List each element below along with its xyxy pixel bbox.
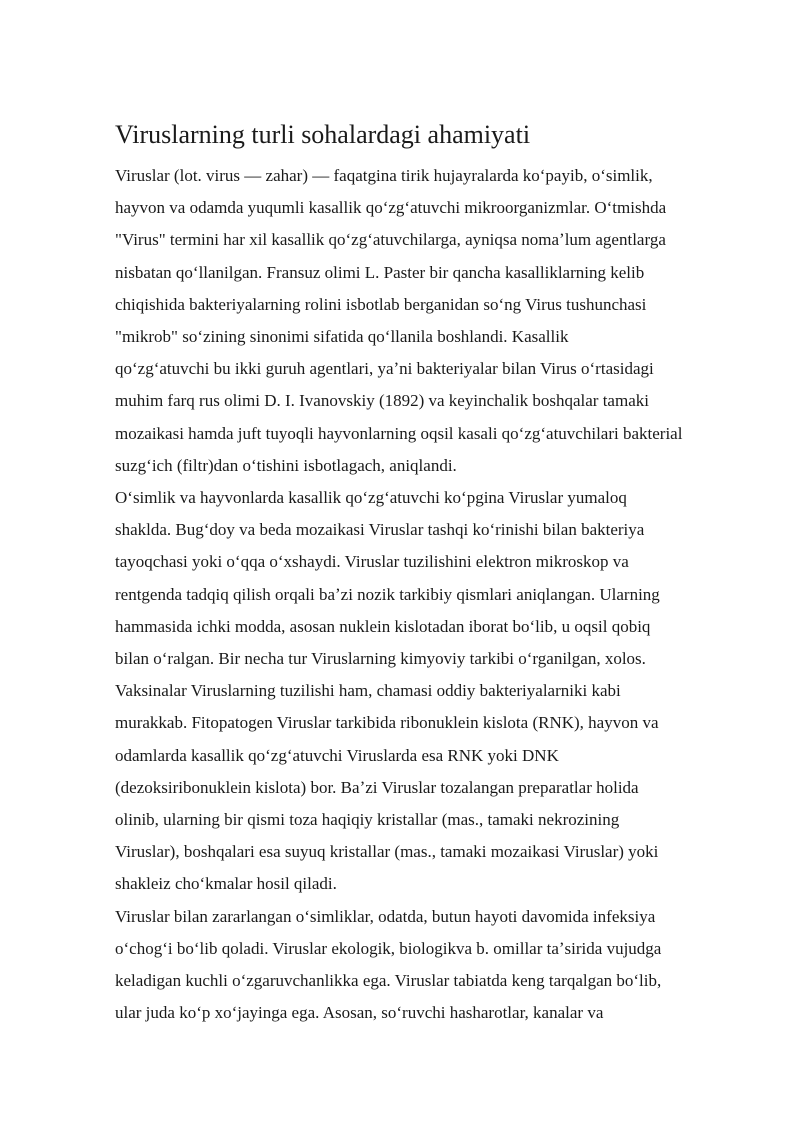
text-line: olinib, ularning bir qismi toza haqiqiy kristallar (mas., tamaki nekrozining xyxy=(115,810,620,830)
text-line: bilan oʻralgan. Bir necha tur Viruslarning kimyoviy tarkibi oʻrganilgan, xolos. xyxy=(115,649,646,669)
text-line: Viruslar (lot. virus — zahar) — faqatgina tirik hujayralarda koʻpayib, oʻsimlik, xyxy=(115,166,653,185)
text-line: oʻchogʻi boʻlib qoladi. Viruslar ekologik, biologikva b. omillar taʼsirida vujudga xyxy=(115,938,662,958)
text-line: Viruslar), boshqalari esa suyuq kristallar (mas., tamaki mozaikasi Viruslar) yoki xyxy=(115,842,659,862)
paragraph-ecology xyxy=(115,901,747,1030)
text-line: Vaksinalar Viruslarning tuzilishi ham, chamasi oddiy bakteriyalarniki kabi xyxy=(115,681,621,701)
text-line: shaklda. Bugʻdoy va beda mozaikasi Viruslar tashqi koʻrinishi bilan bakteriya xyxy=(115,520,645,540)
text-line: (dezoksiribonuklein kislota) bor. Baʼzi Viruslar tozalangan preparatlar holida xyxy=(115,777,639,797)
text-line: keladigan kuchli oʻzgaruvchanlikka ega. Viruslar tabiatda keng tarqalgan boʻlib, xyxy=(115,971,662,991)
text-line: shakleiz choʻkmalar hosil qiladi. xyxy=(115,874,337,894)
text-line: qoʻzgʻatuvchi bu ikki guruh agentlari, yaʼni bakteriyalar bilan Virus oʻrtasidagi xyxy=(115,359,654,379)
text-line: ular juda koʻp xoʻjayinga ega. Asosan, soʻruvchi hasharotlar, kanalar va xyxy=(115,1003,604,1023)
text-line: "Virus" termini har xil kasallik qoʻzgʻatuvchilarga, ayniqsa nomaʼlum agentlarga xyxy=(115,230,666,250)
text-line: Viruslar bilan zararlangan oʻsimliklar, odatda, butun hayoti davomida infeksiya xyxy=(115,906,656,926)
text-line: Oʻsimlik va hayvonlarda kasallik qoʻzgʻatuvchi koʻpgina Viruslar yumaloq xyxy=(115,488,627,508)
text-line: suzgʻich (filtr)dan oʻtishini isbotlagach, aniqlandi. xyxy=(115,455,457,475)
text-line: hayvon va odamda yuqumli kasallik qoʻzgʻatuvchi mikroorganizmlar. Oʻtmishda xyxy=(115,198,667,218)
text-line: rentgenda tadqiq qilish orqali baʼzi nozik tarkibiy qismlari aniqlangan. Ularning xyxy=(115,584,660,604)
paragraph-structure xyxy=(115,482,747,901)
text-line: odamlarda kasallik qoʻzgʻatuvchi Viruslarda esa RNK yoki DNK xyxy=(115,745,559,765)
text-line: hammasida ichki modda, asosan nuklein kislotadan iborat boʻlib, u oqsil qobiq xyxy=(115,616,651,636)
text-line: "mikrob" soʻzining sinonimi sifatida qoʻllanila boshlandi. Kasallik xyxy=(115,327,569,347)
text-line: tayoqchasi yoki oʻqqa oʻxshaydi. Viruslar tuzilishini elektron mikroskop va xyxy=(115,552,629,572)
text-line: mozaikasi hamda juft tuyoqli hayvonlarning oqsil kasali qoʻzgʻatuvchilari bakterial xyxy=(115,423,683,443)
text-line: muhim farq rus olimi D. I. Ivanovskiy (1892) va keyinchalik boshqalar tamaki xyxy=(115,391,649,411)
text-line: murakkab. Fitopatogen Viruslar tarkibida ribonuklein kislota (RNK), hayvon va xyxy=(115,713,659,733)
text-line: nisbatan qoʻllanilgan. Fransuz olimi L. Paster bir qancha kasalliklarning kelib xyxy=(115,262,645,282)
paragraph-intro xyxy=(115,160,747,482)
document-title: Viruslarning turli sohalardagi ahamiyati xyxy=(115,120,531,149)
document-body xyxy=(115,115,747,1029)
text-line: chiqishida bakteriyalarning rolini isbotlab berganidan soʻng Virus tushunchasi xyxy=(115,294,647,314)
